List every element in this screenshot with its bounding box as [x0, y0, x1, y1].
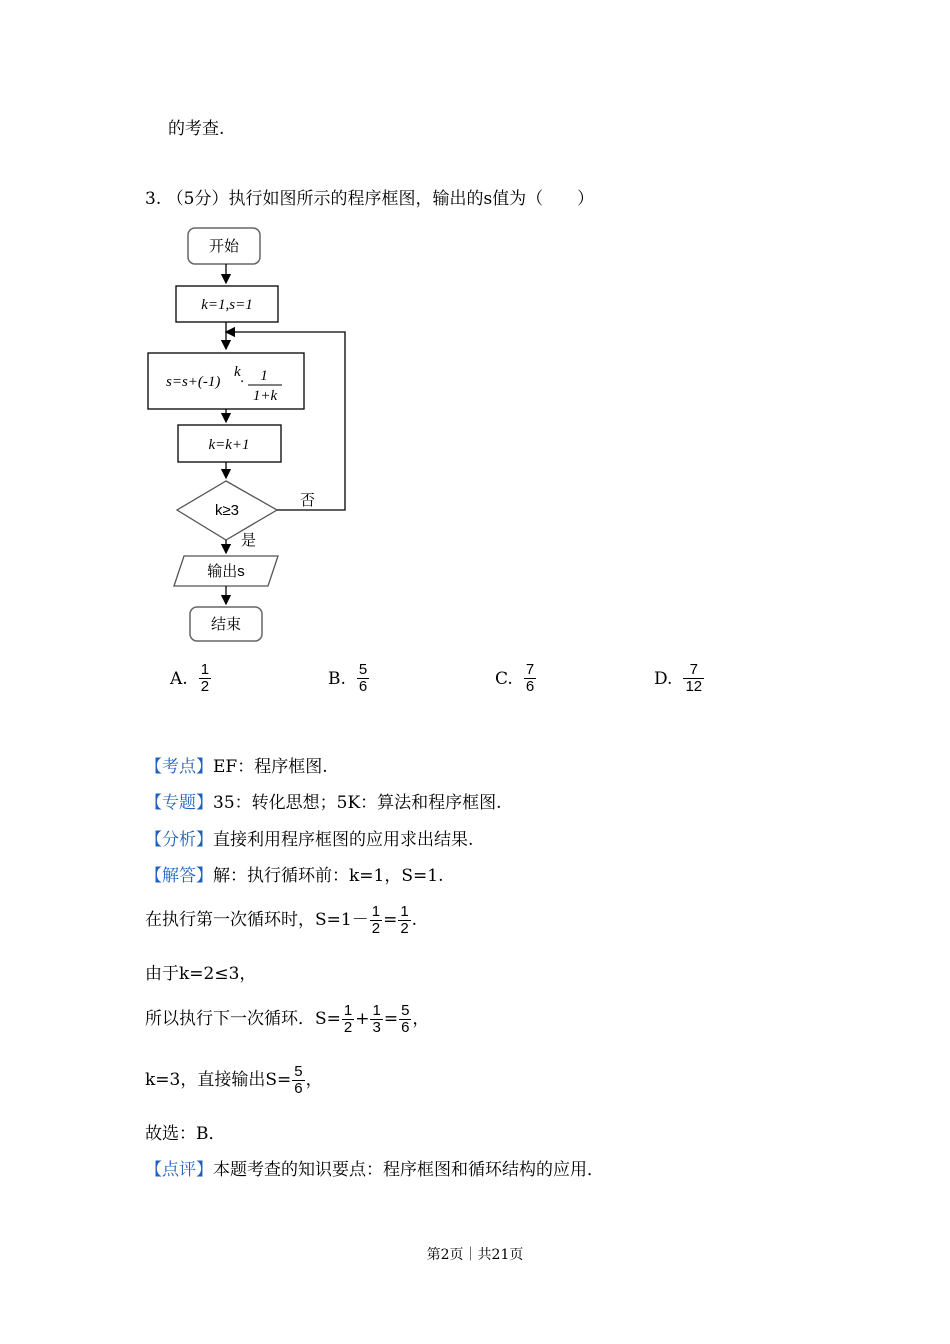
no-label: 否 [300, 492, 316, 509]
init-box [176, 286, 278, 322]
kaodian-row: 【考点】EF：程序框图. [145, 757, 328, 777]
option-d: D. $\frac{7}{12}$ [654, 661, 703, 695]
yes-label: 是 [241, 532, 257, 549]
answer-line: 故选：B． [145, 1124, 226, 1144]
fenxi-tag: 【分析】 [145, 830, 213, 850]
previous-answer-tail: 的考查. [168, 119, 225, 139]
question-text: （5分）执行如图所示的程序框图，输出的s值为（ ） [166, 189, 595, 209]
svg-text:1+k: 1+k [252, 388, 278, 404]
svg-text:k=k+1: k=k+1 [208, 437, 250, 453]
dianping-tag: 【点评】 [145, 1160, 213, 1180]
increment-box [178, 425, 281, 462]
svg-text:k≥3: k≥3 [214, 502, 240, 519]
svg-text:结束: 结束 [210, 616, 242, 633]
question-stem [145, 188, 594, 210]
program-flowchart [140, 222, 380, 654]
output-parallelogram [174, 556, 278, 586]
end-node [190, 607, 262, 641]
solution-step-4: k=3，直接输出S= $\frac{5}{6}$ ， [145, 1063, 323, 1097]
jieda-tag: 【解答】 [145, 866, 213, 886]
option-a: A. $\frac{1}{2}$ [170, 661, 210, 695]
svg-text:开始: 开始 [208, 238, 240, 255]
option-b: B. $\frac{5}{6}$ [328, 661, 368, 695]
fenxi-row: 【分析】直接利用程序框图的应用求出结果. [145, 830, 474, 850]
question-number: 3. [145, 189, 162, 209]
svg-text:输出s: 输出s [207, 563, 245, 580]
svg-text:s=s+(-1): s=s+(-1) [166, 374, 221, 390]
kaodian-tag: 【考点】 [145, 757, 213, 777]
jieda-row: 【解答】解：执行循环前：k=1，S=1. [145, 866, 444, 886]
svg-text:·: · [240, 374, 244, 390]
solution-step-2: 由于k=2≤3， [145, 964, 257, 984]
dianping-row: 【点评】本题考查的知识要点：程序框图和循环结构的应用． [145, 1160, 604, 1180]
zhuanti-tag: 【专题】 [145, 793, 213, 813]
condition-diamond [177, 481, 277, 540]
page-footer: 第2页｜共21页 [426, 1247, 524, 1263]
zhuanti-row: 【专题】35：转化思想；5K：算法和程序框图. [145, 793, 502, 813]
solution-step-1: 在执行第一次循环时，S=1－ $\frac{1}{2}$ = $\frac{1}{2}$ . [145, 903, 418, 937]
solution-step-3: 所以执行下一次循环．S= $\frac{1}{2}$ + $\frac{1}{3}$ = $\frac{5}{6}$ ， [145, 1002, 430, 1036]
svg-text:1: 1 [260, 368, 268, 384]
svg-text:k=1,s=1: k=1,s=1 [201, 297, 253, 313]
start-node [188, 228, 260, 264]
svg-text:k: k [234, 364, 241, 380]
loop-body-box [148, 353, 304, 409]
option-c: C. $\frac{7}{6}$ [495, 661, 535, 695]
